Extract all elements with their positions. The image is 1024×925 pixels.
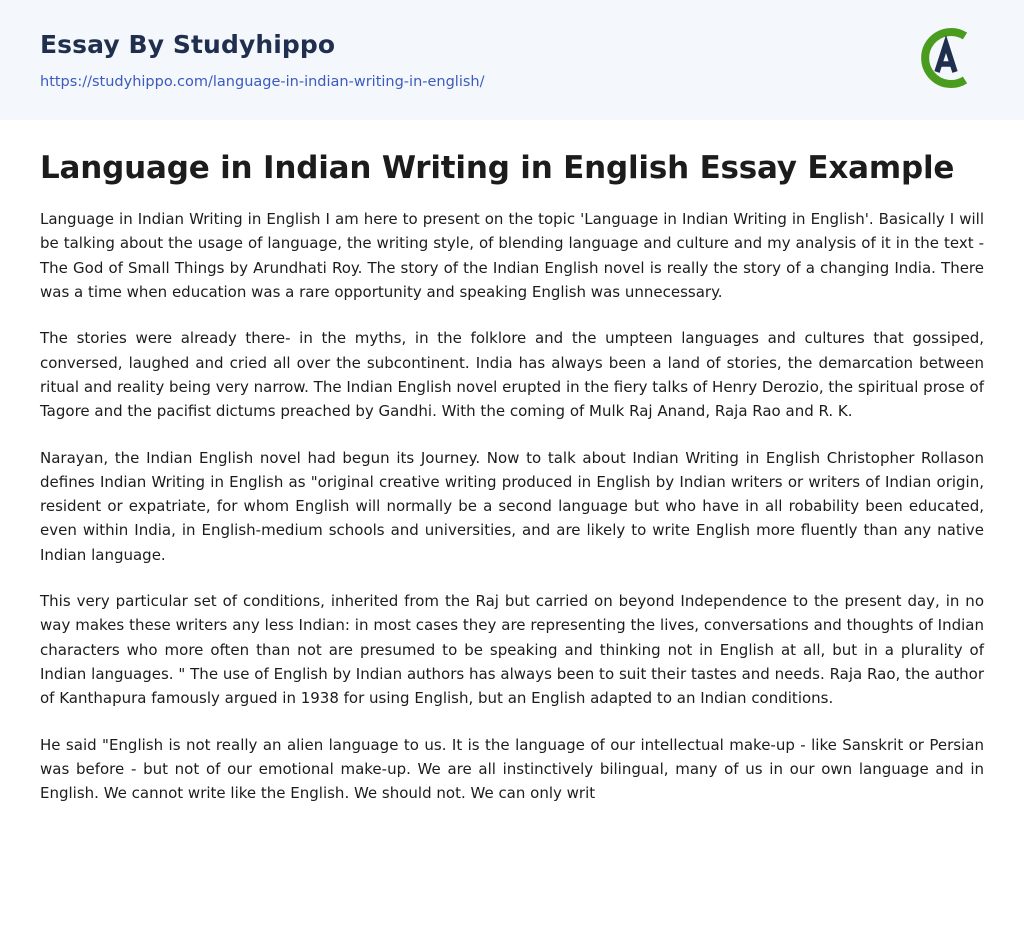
studyhippo-a-logo <box>910 22 982 94</box>
page-title: Language in Indian Writing in English Essay Example <box>40 150 955 186</box>
site-brand: Essay By Studyhippo <box>40 30 336 59</box>
body-paragraph: Narayan, the Indian English novel had begun its Journey. Now to talk about Indian Writing in English Christopher Rollason defines Indian Writing in English as "original creative writing produced in English by Indian writers or writers of Indian origin, resident or expatriate, for whom English will normally be a second language but who have in all robability been educated, even within India, in English-medium schools and universities, and are likely to write English more fluently than any native Indian language. <box>40 448 984 564</box>
body-paragraph: This very particular set of conditions, inherited from the Raj but carried on beyond Independence to the present day, in no way makes these writers any less Indian: in most cases they are representing the lives, conversations and thoughts of Indian characters who more often than not are presumed to be speaking and thinking not in English at all, but in a plurality of Indian languages. " The use of English by Indian authors has always been to suit their tastes and needs. Raja Rao, the author of Kanthapura famously argued in 1938 for using English, but an English adapted to an Indian conditions. <box>40 592 984 708</box>
body-paragraph: Language in Indian Writing in English I am here to present on the topic 'Language in Indian Writing in English'. Basically I will be talking about the usage of language, the writing style, of blending language and culture and my analysis of it in the text - The God of Small Things by Arundhati Roy. The story of the Indian English novel is really the story of a changing India. There was a time when education was a rare opportunity and speaking English was unnecessary. <box>40 210 984 302</box>
site-header <box>0 0 1024 120</box>
body-paragraph: He said "English is not really an alien language to us. It is the language of our intellectual make-up - like Sanskrit or Persian was before - but not of our emotional make-up. We are all instinctively bilingual, many of us in our own language and in English. We cannot write like the English. We should not. We can only writ <box>40 735 984 803</box>
source-url-link[interactable]: https://studyhippo.com/language-in-indian-writing-in-english/ <box>40 74 485 90</box>
body-paragraph: The stories were already there- in the myths, in the folklore and the umpteen languages and cultures that gossiped, conversed, laughed and cried all over the subcontinent. India has always been a land of stories, the demarcation between ritual and reality being very narrow. The Indian English novel erupted in the fiery talks of Henry Derozio, the spiritual prose of Tagore and the pacifist dictums preached by Gandhi. With the coming of Mulk Raj Anand, Raja Rao and R. K. <box>40 329 984 421</box>
document-body <box>0 120 1024 805</box>
